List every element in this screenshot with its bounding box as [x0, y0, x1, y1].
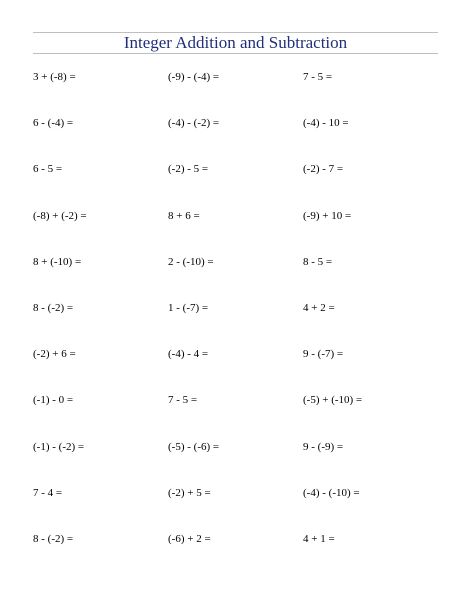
problem-r2-c1: 6 - (-4) =	[33, 117, 74, 129]
problem-r7-c3: 9 - (-7) =	[303, 348, 344, 360]
problem-r2-c3: (-4) - 10 =	[303, 117, 349, 129]
problem-r9-c1: (-1) - (-2) =	[33, 441, 85, 453]
problem-r3-c2: (-2) - 5 =	[168, 163, 209, 175]
problem-r4-c3: (-9) + 10 =	[303, 210, 352, 222]
problem-r5-c3: 8 - 5 =	[303, 256, 333, 268]
problem-r11-c2: (-6) + 2 =	[168, 533, 211, 545]
problem-r9-c2: (-5) - (-6) =	[168, 441, 220, 453]
problem-r6-c3: 4 + 2 =	[303, 302, 335, 314]
problem-r8-c3: (-5) + (-10) =	[303, 394, 363, 406]
problem-r3-c3: (-2) - 7 =	[303, 163, 344, 175]
problem-r10-c3: (-4) - (-10) =	[303, 487, 360, 499]
problem-r7-c1: (-2) + 6 =	[33, 348, 76, 360]
problem-r1-c1: 3 + (-8) =	[33, 71, 76, 83]
problem-r2-c2: (-4) - (-2) =	[168, 117, 220, 129]
problem-r1-c3: 7 - 5 =	[303, 71, 333, 83]
problem-r6-c2: 1 - (-7) =	[168, 302, 209, 314]
problem-r8-c2: 7 - 5 =	[168, 394, 198, 406]
problem-r10-c1: 7 - 4 =	[33, 487, 63, 499]
problem-r8-c1: (-1) - 0 =	[33, 394, 74, 406]
problem-r1-c2: (-9) - (-4) =	[168, 71, 220, 83]
problem-r5-c2: 2 - (-10) =	[168, 256, 214, 268]
problem-r4-c1: (-8) + (-2) =	[33, 210, 87, 222]
problem-r5-c1: 8 + (-10) =	[33, 256, 82, 268]
problem-r11-c1: 8 - (-2) =	[33, 533, 74, 545]
page-title: Integer Addition and Subtraction	[123, 33, 348, 52]
problem-r3-c1: 6 - 5 =	[33, 163, 63, 175]
problem-r9-c3: 9 - (-9) =	[303, 441, 344, 453]
problem-r11-c3: 4 + 1 =	[303, 533, 335, 545]
problem-r7-c2: (-4) - 4 =	[168, 348, 209, 360]
problem-r10-c2: (-2) + 5 =	[168, 487, 211, 499]
problem-r6-c1: 8 - (-2) =	[33, 302, 74, 314]
problem-r4-c2: 8 + 6 =	[168, 210, 200, 222]
